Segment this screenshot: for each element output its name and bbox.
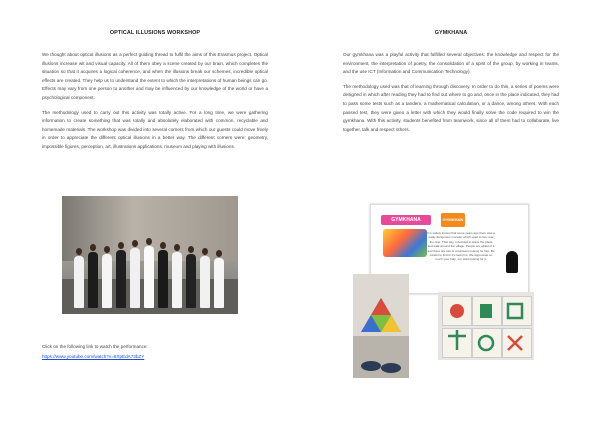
optical-paragraph-1: We thought about optical illusions as a perfect guiding thread to fulfil the aims of this Erasmus project. Optical illusions increase wit and visual capacity. All of them obey a scene created by our brain, which completes the situation so that it acquires a logical coherence, and when the illusions break our schemes, incredible optical effects are created. They help us to understand the extent to which the interpretations of human beings can go. Effects may vary from one person to another and may be influenced by our knowledge of the world or have a psychological component. xyxy=(42,52,268,100)
poster-logo: GYMKHAN xyxy=(441,213,465,227)
gymkhana-paragraph-2: The methodology used was that of learning through discovery. In order to do this, a series of poems were designed in which after reading they had to find out where to go and, once in the place indicated, they had to pass some tests such as a tandem, a mathematical calculation, or a dance, among others. With each passed test, they were given a letter with which they would finally solve the code required to win the gymkhana. With this activity, students benefited from teamwork, since all of them had to collaborate, live together, talk and respect others. xyxy=(343,83,559,132)
group-performance-photo xyxy=(62,196,238,314)
gymkhana-paragraph-1: Our gymkhana was a playful activity that fulfilled several objectives: the knowledge and respect for the environment, the interpretation of poetry, the consolidation of a spirit of the group, by working in teams, and the use ICT (Information and Communication Technology). xyxy=(343,52,559,75)
video-caption: Click on the following link to watch the performance: xyxy=(42,344,148,349)
right-column xyxy=(343,30,559,140)
poster-text: It is widely known that some years ago there was a really dangerous monster which used to live near the river. That day, it decided to leave the place and walk around the village. People are afraid of it and there are lots of volunteers looking for him. Be careful to find it! It's look him. We appreciate so much your help, so i start looking for it. xyxy=(427,231,495,262)
youtube-link[interactable]: https://www.youtube.com/watch?v=6XpEdA73bZY xyxy=(42,354,145,359)
symbol-tiles-photo xyxy=(438,292,534,360)
triangle-puzzle-photo xyxy=(353,274,409,378)
optical-paragraph-2: The methodology used to carry out this activity was totally active. For a long time, we were gathering information to create something that was totally and absolutely elaborated with common, recyclable and homemade materials. The workshop was divided into several corners from which our guests could move freely in order to appreciate the different optical illusions in a better way. The different corners were: geometry, impossible figures, perception, art, illustrations applications, museum and playing with illusions. xyxy=(42,109,268,149)
poster-illustration xyxy=(383,229,427,257)
monster-silhouette-icon xyxy=(506,251,518,273)
left-column xyxy=(42,30,268,158)
gymkhana-heading: GYMKHANA xyxy=(434,30,468,36)
optical-illusions-heading: OPTICAL ILLUSIONS WORKSHOP xyxy=(109,30,201,36)
poster-banner: GYMKHANA xyxy=(381,215,431,225)
